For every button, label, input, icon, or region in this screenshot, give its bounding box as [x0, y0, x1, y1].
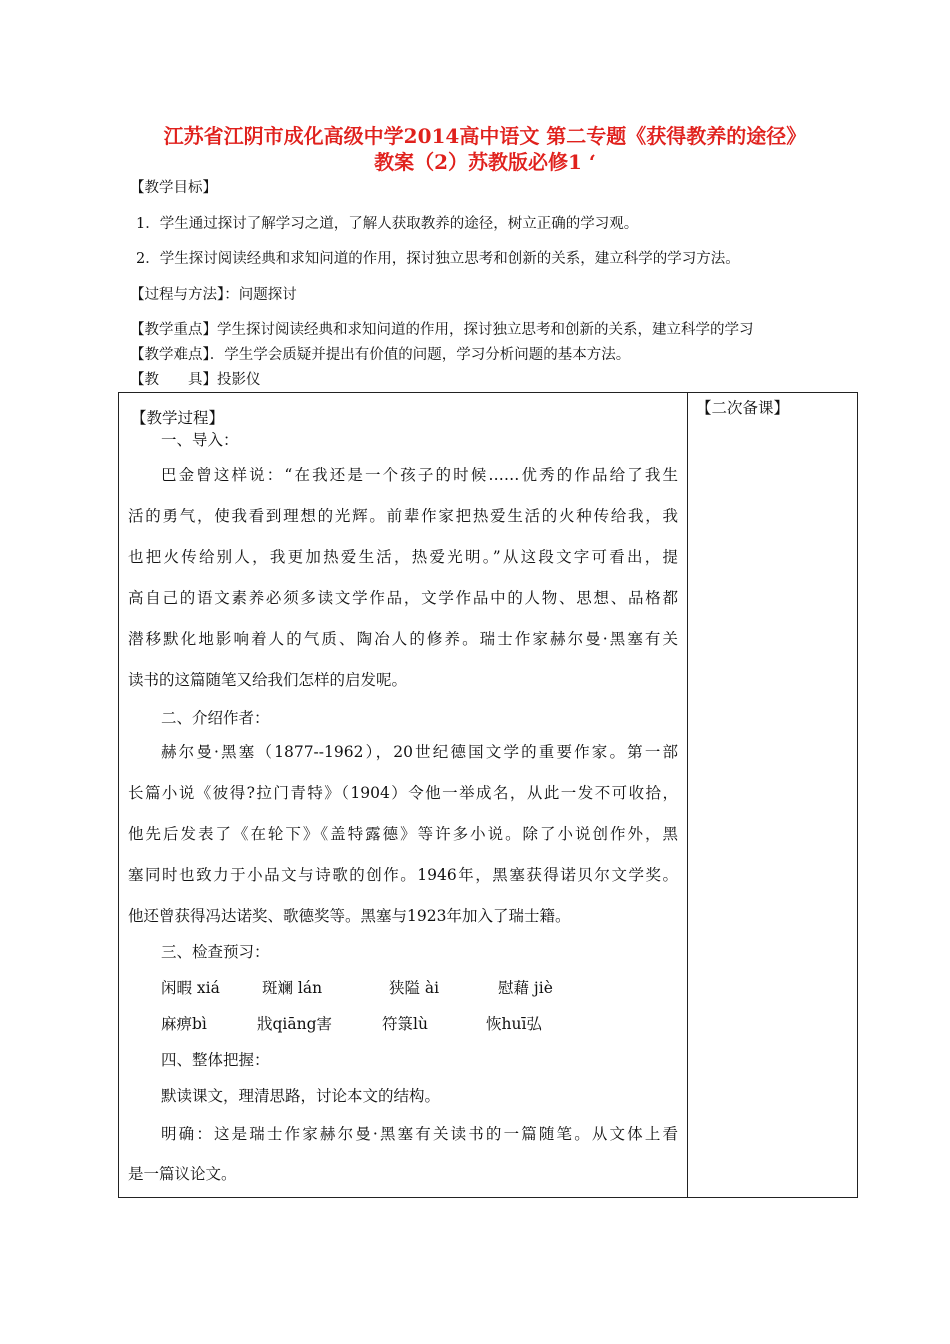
key-points: 【教学重点】学生探讨阅读经典和求知问道的作用，探讨独立思考和创新的关系，建立科学的学习	[130, 322, 754, 338]
author-paragraph-line: 赫尔曼·黑塞（1877--1962），20世纪德国文学的重要作家。第一部	[161, 743, 678, 761]
author-paragraph-line: 长篇小说《彼得?拉门青特》（1904）令他一举成名，从此一发不可收拾，	[128, 784, 678, 802]
conclusion-paragraph-line: 明确：这是瑞士作家赫尔曼·黑塞有关读书的一篇随笔。从文体上看	[161, 1125, 678, 1143]
second-preparation-cell	[688, 393, 858, 1198]
vocab-word: 麻痹bì	[161, 1015, 207, 1033]
process-method: 【过程与方法】：问题探讨	[130, 287, 297, 303]
conclusion-paragraph-line: 是一篇议论文。	[128, 1165, 237, 1183]
intro-paragraph-line: 也把火传给别人，我更加热爱生活，热爱光明。”从这段文字可看出，提	[128, 548, 678, 566]
vocab-word: 闲暇 xiá	[161, 979, 220, 997]
section-intro: 一、导入：	[161, 431, 239, 449]
section-preview: 三、检查预习：	[161, 943, 270, 961]
vocab-word: 狭隘 ài	[389, 979, 440, 997]
intro-paragraph-line: 潜移默化地影响着人的气质、陶冶人的修养。瑞士作家赫尔曼·黑塞有关	[128, 630, 678, 648]
vocab-word: 符箓lù	[382, 1015, 428, 1033]
second-preparation-heading: 【二次备课】	[696, 399, 790, 417]
section-overview: 四、整体把握：	[161, 1051, 270, 1069]
author-paragraph-line: 塞同时也致力于小品文与诗歌的创作。1946年，黑塞获得诺贝尔文学奖。	[128, 866, 678, 884]
teaching-tools: 【教 具】投影仪	[130, 372, 261, 388]
section-author: 二、介绍作者：	[161, 709, 270, 727]
vocab-word: 斑斓 lán	[262, 979, 323, 997]
intro-paragraph-line: 高自己的语文素养必须多读文学作品，文学作品中的人物、思想、品格都	[128, 589, 678, 607]
goals-heading: 【教学目标】	[130, 180, 217, 196]
lesson-table	[118, 392, 858, 1198]
goal-1: 1．学生通过探讨了解学习之道，了解人获取教养的途径，树立正确的学习观。	[136, 216, 639, 232]
document-title-line-2: 教案（2）苏教版必修1 ‘	[374, 150, 596, 174]
process-heading: 【教学过程】	[131, 409, 225, 427]
vocab-word: 慰藉 jiè	[498, 979, 553, 997]
author-paragraph-line: 他先后发表了《在轮下》《盖特露德》等许多小说。除了小说创作外，黑	[128, 825, 678, 843]
overview-paragraph: 默读课文，理清思路，讨论本文的结构。	[161, 1087, 441, 1105]
difficulties: 【教学难点】．学生学会质疑并提出有价值的问题，学习分析问题的基本方法。	[130, 347, 631, 363]
goal-2: 2．学生探讨阅读经典和求知问道的作用，探讨独立思考和创新的关系，建立科学的学习方法。	[136, 251, 740, 267]
intro-paragraph-line: 活的勇气，使我看到理想的光辉。前辈作家把热爱生活的火种传给我，我	[128, 507, 678, 525]
intro-paragraph-line: 巴金曾这样说：“在我还是一个孩子的时候……优秀的作品给了我生	[161, 466, 678, 484]
vocab-word: 恢huī弘	[486, 1015, 542, 1033]
intro-paragraph-line: 读书的这篇随笔又给我们怎样的启发呢。	[128, 671, 408, 689]
document-title-line-1: 江苏省江阴市成化高级中学2014高中语文 第二专题《获得教养的途径》	[163, 124, 807, 148]
teaching-process-cell	[119, 393, 688, 1198]
author-paragraph-line: 他还曾获得冯达诺奖、歌德奖等。黑塞与1923年加入了瑞士籍。	[128, 907, 571, 925]
vocab-word: 戕qiāng害	[257, 1015, 333, 1033]
